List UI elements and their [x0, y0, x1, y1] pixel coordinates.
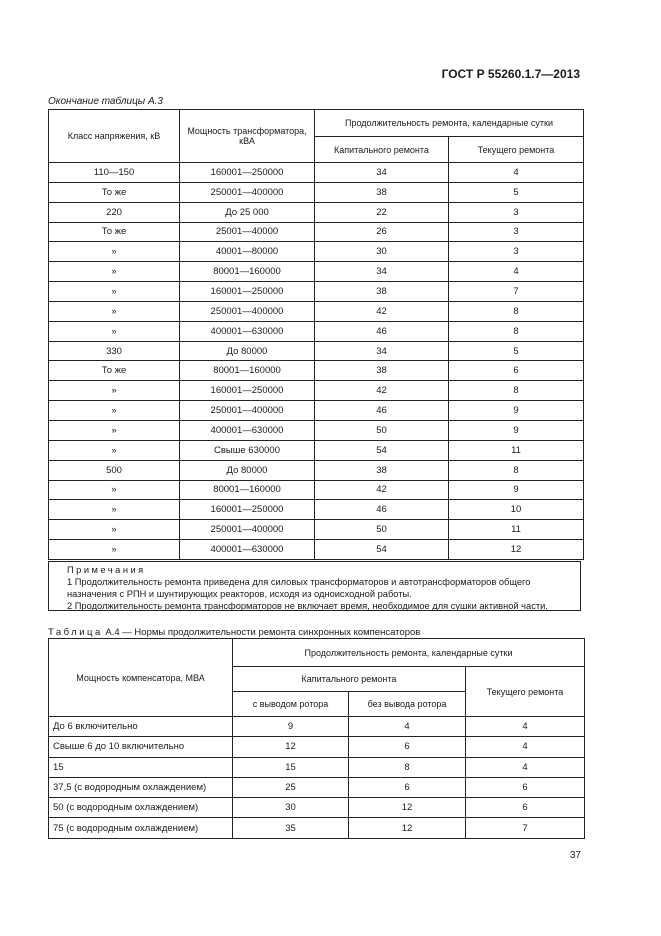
table-row: [49, 818, 585, 838]
cell-capital-repair-days: 34: [315, 341, 449, 361]
cell-capital-repair-days: 50: [315, 520, 449, 540]
table-a4-caption-prefix: Таблица: [48, 627, 103, 638]
cell-without-rotor-days: 8: [349, 757, 466, 777]
cell-voltage-class: »: [49, 520, 180, 540]
header-with-rotor: с выводом ротора: [233, 692, 349, 717]
table-a4: [48, 638, 585, 839]
cell-voltage-class: То же: [49, 222, 180, 242]
header-voltage-class: Класс напряжения, кВ: [49, 110, 180, 163]
header-repair-duration: Продолжительность ремонта, календарные сутки: [315, 110, 584, 137]
cell-compensator-power: 15: [49, 757, 233, 777]
cell-capital-repair-days: 46: [315, 321, 449, 341]
cell-current-repair-days: 4: [466, 757, 585, 777]
cell-voltage-class: »: [49, 540, 180, 560]
table-row: [49, 242, 584, 262]
table-a4-caption: [48, 627, 420, 638]
table-row: [49, 798, 585, 818]
header-current-repair: Текущего ремонта: [466, 667, 585, 717]
cell-current-repair-days: 3: [449, 222, 584, 242]
cell-capital-repair-days: 34: [315, 262, 449, 282]
header-without-rotor: без вывода ротора: [349, 692, 466, 717]
cell-voltage-class: 220: [49, 202, 180, 222]
table-row: [49, 520, 584, 540]
table-row: [49, 757, 585, 777]
cell-transformer-power: 80001—160000: [180, 361, 315, 381]
note-2: 2 Продолжительность ремонта трансформаторов не включает время, необходимое для сушки активной части.: [67, 601, 548, 611]
cell-capital-repair-days: 30: [315, 242, 449, 262]
cell-current-repair-days: 3: [449, 202, 584, 222]
table-row: [49, 401, 584, 421]
cell-voltage-class: »: [49, 440, 180, 460]
cell-transformer-power: 250001—400000: [180, 301, 315, 321]
cell-voltage-class: 110—150: [49, 163, 180, 183]
cell-capital-repair-days: 38: [315, 182, 449, 202]
cell-voltage-class: То же: [49, 182, 180, 202]
cell-current-repair-days: 9: [449, 420, 584, 440]
table-row: [49, 163, 584, 183]
cell-current-repair-days: 7: [449, 282, 584, 302]
cell-voltage-class: »: [49, 301, 180, 321]
cell-voltage-class: 330: [49, 341, 180, 361]
cell-current-repair-days: 9: [449, 480, 584, 500]
cell-voltage-class: »: [49, 282, 180, 302]
cell-compensator-power: Свыше 6 до 10 включительно: [49, 737, 233, 757]
cell-compensator-power: 37,5 (с водородным охлаждением): [49, 777, 233, 797]
table-row: [49, 202, 584, 222]
cell-transformer-power: 25001—40000: [180, 222, 315, 242]
cell-capital-repair-days: 54: [315, 540, 449, 560]
cell-transformer-power: 400001—630000: [180, 420, 315, 440]
cell-voltage-class: То же: [49, 361, 180, 381]
cell-with-rotor-days: 35: [233, 818, 349, 838]
cell-transformer-power: 250001—400000: [180, 182, 315, 202]
cell-current-repair-days: 5: [449, 182, 584, 202]
cell-capital-repair-days: 38: [315, 460, 449, 480]
table-row: [49, 460, 584, 480]
notes-title: Примечания: [67, 565, 146, 575]
cell-transformer-power: 250001—400000: [180, 401, 315, 421]
cell-capital-repair-days: 46: [315, 500, 449, 520]
cell-without-rotor-days: 12: [349, 818, 466, 838]
cell-voltage-class: »: [49, 321, 180, 341]
cell-current-repair-days: 6: [466, 777, 585, 797]
cell-current-repair-days: 8: [449, 381, 584, 401]
cell-without-rotor-days: 4: [349, 717, 466, 737]
cell-current-repair-days: 6: [449, 361, 584, 381]
cell-transformer-power: До 25 000: [180, 202, 315, 222]
cell-voltage-class: »: [49, 480, 180, 500]
cell-voltage-class: »: [49, 262, 180, 282]
table-row: [49, 282, 584, 302]
cell-transformer-power: 160001—250000: [180, 282, 315, 302]
cell-transformer-power: 160001—250000: [180, 163, 315, 183]
cell-capital-repair-days: 54: [315, 440, 449, 460]
cell-capital-repair-days: 22: [315, 202, 449, 222]
header-current-repair: Текущего ремонта: [449, 137, 584, 163]
note-1: 1 Продолжительность ремонта приведена для силовых трансформаторов и автотрансформаторов общего назначения с РПН и шунтирующих реакторов, исходя из одноисходной работы.: [67, 577, 531, 599]
cell-transformer-power: До 80000: [180, 341, 315, 361]
table-a3: [48, 109, 584, 560]
cell-compensator-power: До 6 включительно: [49, 717, 233, 737]
cell-current-repair-days: 3: [449, 242, 584, 262]
cell-transformer-power: 160001—250000: [180, 381, 315, 401]
cell-transformer-power: 250001—400000: [180, 520, 315, 540]
cell-transformer-power: До 80000: [180, 460, 315, 480]
cell-voltage-class: 500: [49, 460, 180, 480]
cell-voltage-class: »: [49, 420, 180, 440]
cell-transformer-power: 400001—630000: [180, 321, 315, 341]
cell-without-rotor-days: 6: [349, 737, 466, 757]
table-a4-caption-text: А.4 — Нормы продолжительности ремонта синхронных компенсаторов: [105, 627, 421, 638]
cell-compensator-power: 50 (с водородным охлаждением): [49, 798, 233, 818]
cell-capital-repair-days: 46: [315, 401, 449, 421]
cell-voltage-class: »: [49, 242, 180, 262]
table-row: [49, 341, 584, 361]
cell-compensator-power: 75 (с водородным охлаждением): [49, 818, 233, 838]
table-row: [49, 361, 584, 381]
cell-current-repair-days: 8: [449, 460, 584, 480]
cell-with-rotor-days: 12: [233, 737, 349, 757]
cell-current-repair-days: 11: [449, 520, 584, 540]
cell-current-repair-days: 4: [466, 737, 585, 757]
cell-transformer-power: 400001—630000: [180, 540, 315, 560]
cell-current-repair-days: 4: [449, 262, 584, 282]
table-row: [49, 321, 584, 341]
cell-capital-repair-days: 50: [315, 420, 449, 440]
table-row: [49, 737, 585, 757]
cell-current-repair-days: 7: [466, 818, 585, 838]
page-number: 37: [569, 850, 581, 861]
cell-current-repair-days: 11: [449, 440, 584, 460]
table-row: [49, 222, 584, 242]
cell-current-repair-days: 6: [466, 798, 585, 818]
cell-without-rotor-days: 6: [349, 777, 466, 797]
cell-current-repair-days: 8: [449, 301, 584, 321]
header-capital-repair: Капитального ремонта: [233, 667, 466, 692]
header-transformer-power: Мощность трансформатора, кВА: [180, 110, 315, 163]
cell-current-repair-days: 12: [449, 540, 584, 560]
cell-transformer-power: 80001—160000: [180, 262, 315, 282]
cell-capital-repair-days: 42: [315, 480, 449, 500]
cell-capital-repair-days: 42: [315, 381, 449, 401]
header-compensator-power: Мощность компенсатора, МВА: [49, 639, 233, 717]
cell-current-repair-days: 4: [466, 717, 585, 737]
cell-transformer-power: Свыше 630000: [180, 440, 315, 460]
cell-transformer-power: 80001—160000: [180, 480, 315, 500]
cell-transformer-power: 40001—80000: [180, 242, 315, 262]
table-row: [49, 777, 585, 797]
table-row: [49, 500, 584, 520]
cell-capital-repair-days: 38: [315, 361, 449, 381]
table-row: [49, 440, 584, 460]
cell-capital-repair-days: 26: [315, 222, 449, 242]
table-row: [49, 381, 584, 401]
header-repair-duration: Продолжительность ремонта, календарные сутки: [233, 639, 585, 667]
cell-with-rotor-days: 9: [233, 717, 349, 737]
cell-current-repair-days: 5: [449, 341, 584, 361]
cell-with-rotor-days: 30: [233, 798, 349, 818]
cell-voltage-class: »: [49, 500, 180, 520]
cell-voltage-class: »: [49, 401, 180, 421]
cell-transformer-power: 160001—250000: [180, 500, 315, 520]
table-row: [49, 262, 584, 282]
cell-with-rotor-days: 25: [233, 777, 349, 797]
cell-current-repair-days: 10: [449, 500, 584, 520]
cell-current-repair-days: 9: [449, 401, 584, 421]
cell-with-rotor-days: 15: [233, 757, 349, 777]
table-row: [49, 540, 584, 560]
cell-current-repair-days: 8: [449, 321, 584, 341]
cell-voltage-class: »: [49, 381, 180, 401]
table-a3-notes: [48, 561, 581, 611]
table-a3-caption: Окончание таблицы А.3: [48, 96, 163, 107]
table-row: [49, 182, 584, 202]
cell-capital-repair-days: 34: [315, 163, 449, 183]
cell-current-repair-days: 4: [449, 163, 584, 183]
header-capital-repair: Капитального ремонта: [315, 137, 449, 163]
document-standard-code: ГОСТ Р 55260.1.7—2013: [441, 67, 580, 81]
table-row: [49, 717, 585, 737]
cell-capital-repair-days: 38: [315, 282, 449, 302]
table-row: [49, 480, 584, 500]
cell-without-rotor-days: 12: [349, 798, 466, 818]
table-row: [49, 420, 584, 440]
table-row: [49, 301, 584, 321]
cell-capital-repair-days: 42: [315, 301, 449, 321]
